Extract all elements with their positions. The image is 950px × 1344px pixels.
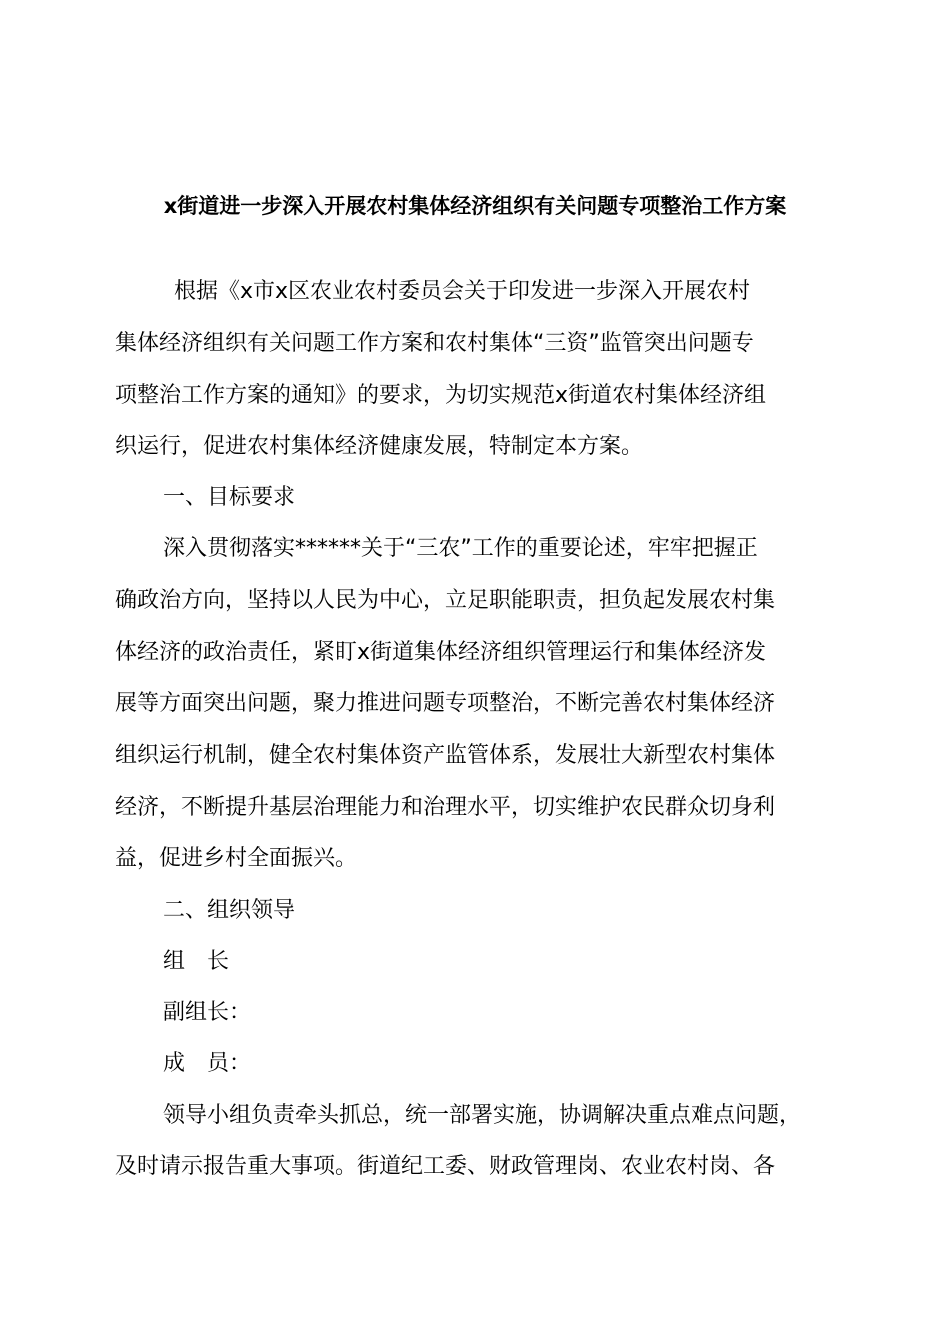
paragraph-line: 体经济的政治责任，紧盯x街道集体经济组织管理运行和集体经济发 [115,640,767,665]
paragraph-line: 益，促进乡村全面振兴。 [115,846,358,871]
leader-label: 组 长 [163,949,230,974]
paragraph-line: 组织运行机制，健全农村集体资产监管体系，发展壮大新型农村集体 [115,743,776,768]
paragraph-line: 集体经济组织有关问题工作方案和农村集体“三资”监管突出问题专 [115,331,754,356]
members-label: 成 员： [163,1051,252,1076]
section-heading: 二、组织领导 [163,898,296,923]
paragraph-line: 织运行，促进农村集体经济健康发展，特制定本方案。 [115,434,644,459]
paragraph-line: 根据《x市x区农业农村委员会关于印发进一步深入开展农村 [174,279,751,304]
paragraph-line: 领导小组负责牵头抓总，统一部署实施，协调解决重点难点问题， [163,1103,802,1128]
paragraph-line: 项整治工作方案的通知》的要求，为切实规范x街道农村集体经济组 [115,383,767,408]
section-heading: 一、目标要求 [163,485,296,510]
paragraph-line: 深入贯彻落实******关于“三农”工作的重要论述，牢牢把握正 [163,536,758,561]
paragraph-line: 确政治方向，坚持以人民为中心，立足职能职责，担负起发展农村集 [115,588,776,613]
paragraph-line: 经济，不断提升基层治理能力和治理水平，切实维护农民群众切身利 [115,795,776,820]
document-title: x街道进一步深入开展农村集体经济组织有关问题专项整治工作方案 [163,194,787,218]
paragraph-line: 及时请示报告重大事项。街道纪工委、财政管理岗、农业农村岗、各 [115,1154,776,1179]
paragraph-line: 展等方面突出问题，聚力推进问题专项整治，不断完善农村集体经济 [115,691,776,716]
deputy-leader-label: 副组长： [163,1000,252,1025]
